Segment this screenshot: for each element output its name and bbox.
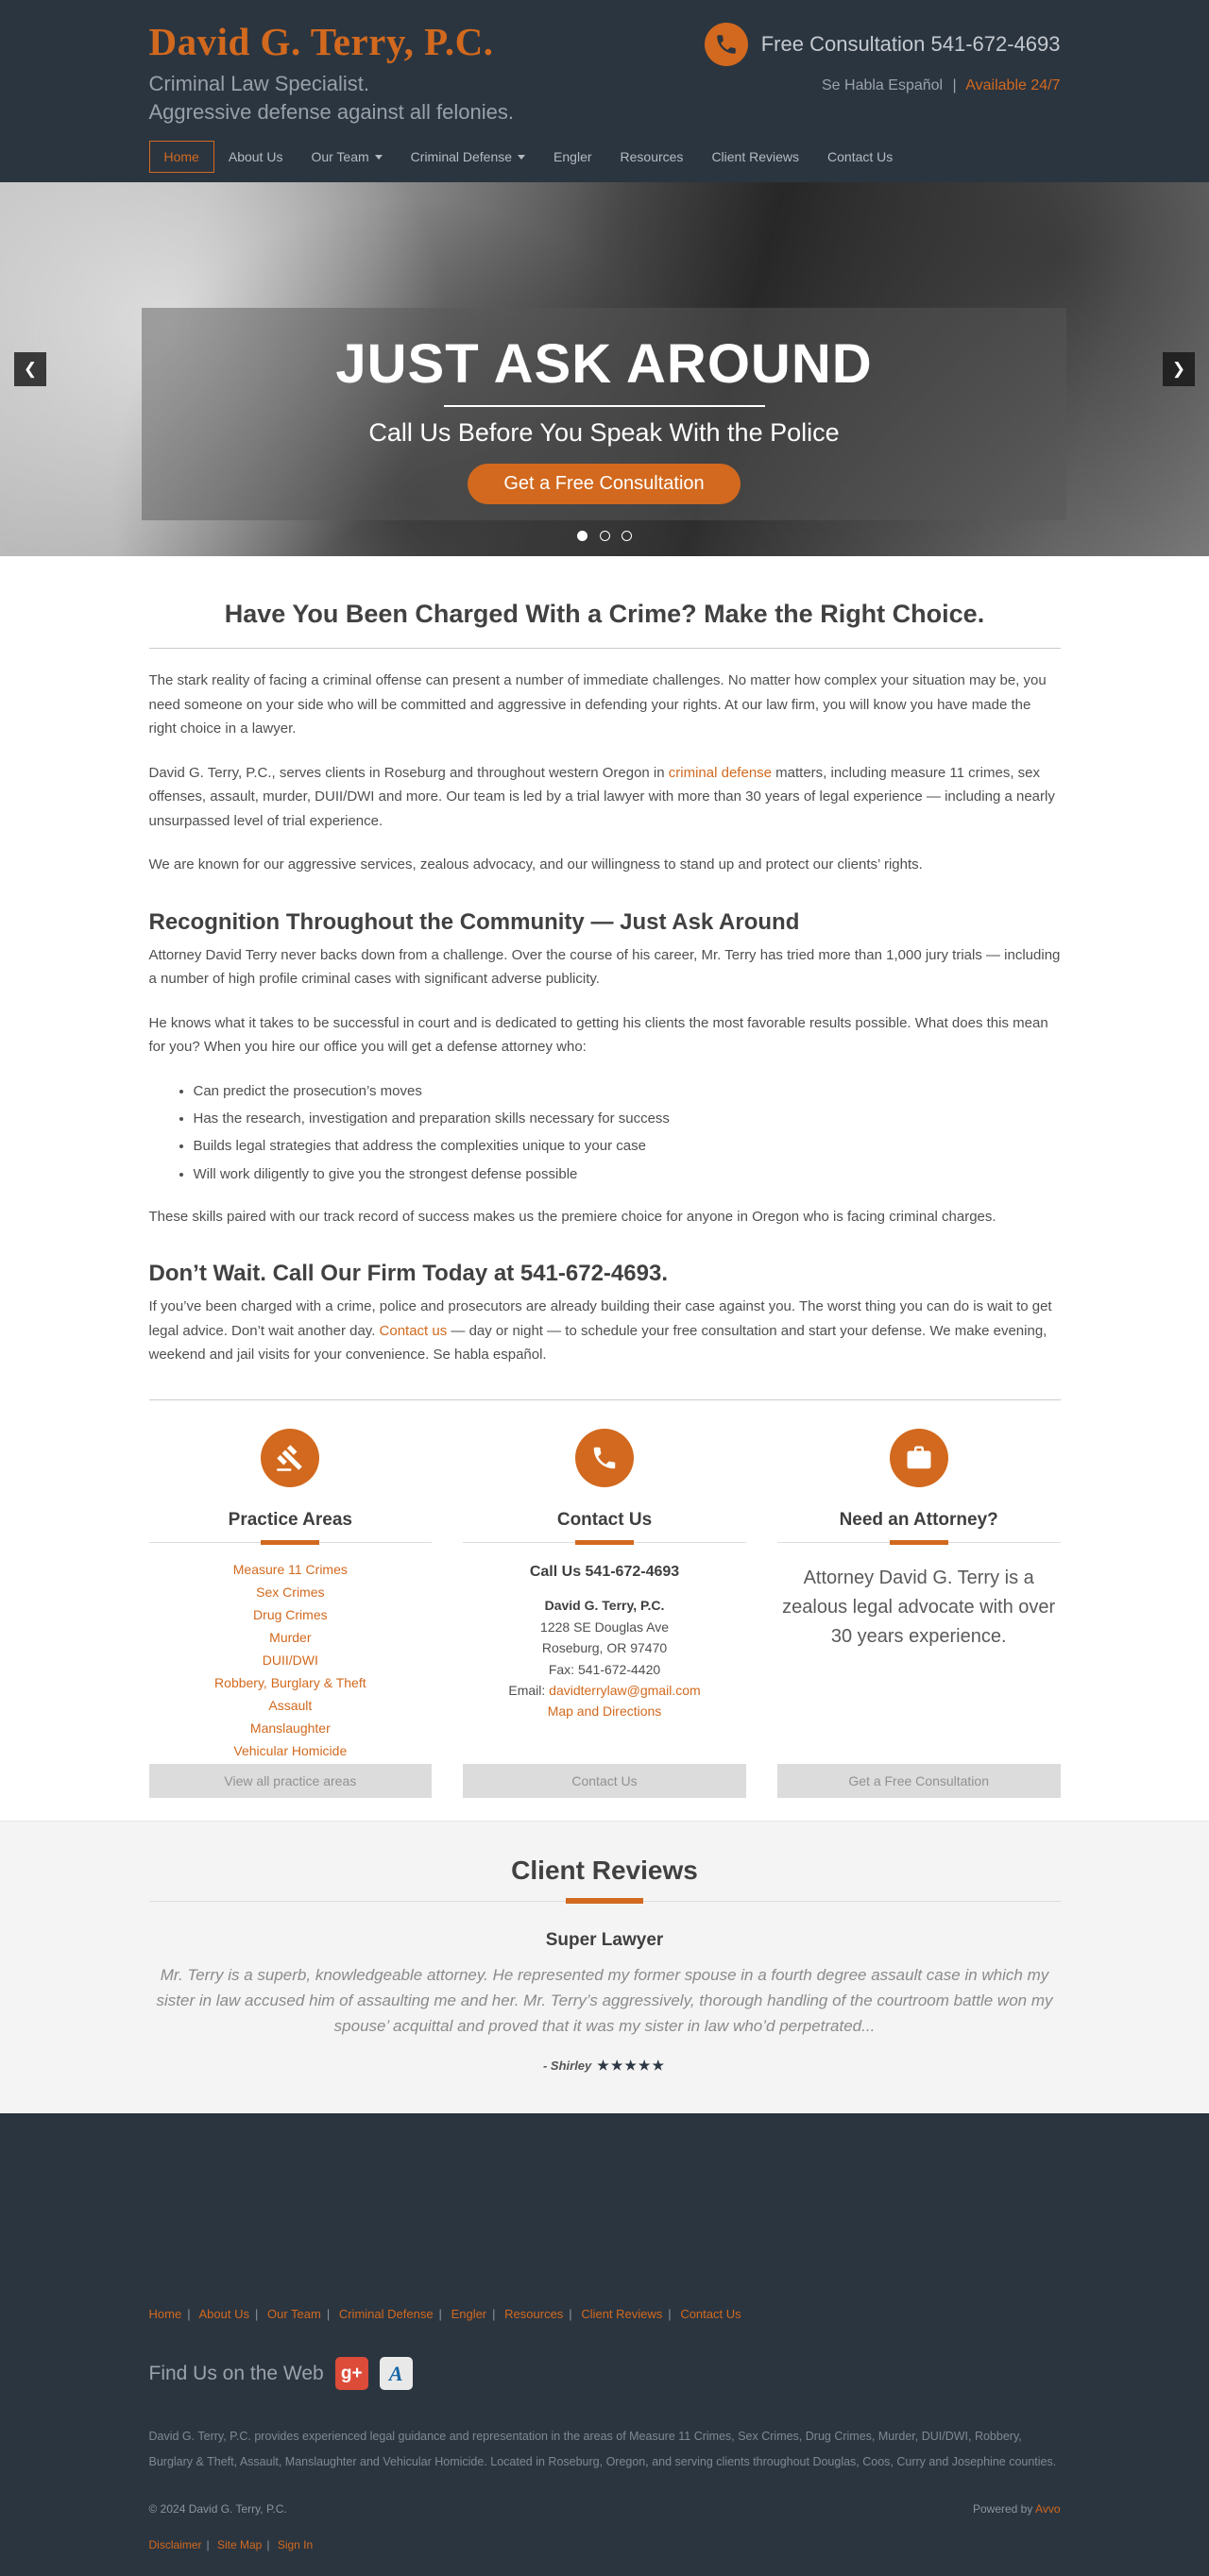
available-24-7: Available 24/7: [965, 77, 1061, 93]
carousel-dot-2[interactable]: [600, 531, 610, 541]
site-logo[interactable]: David G. Terry, P.C.: [148, 20, 494, 63]
hero-subtitle: Call Us Before You Speak With the Police: [368, 418, 840, 448]
nav-engler[interactable]: Engler: [553, 149, 592, 165]
list-item: [149, 1741, 433, 1761]
carousel-dot-1[interactable]: [577, 531, 587, 541]
footer-nav-engler[interactable]: Engler: [451, 2307, 487, 2322]
practice-link-murder[interactable]: Murder: [269, 1629, 312, 1645]
se-habla-espanol: Se Habla Español: [822, 77, 944, 93]
dont-wait-heading: Don’t Wait. Call Our Firm Today at 541-672-4693.: [148, 1261, 668, 1287]
get-free-consultation-button[interactable]: Get a Free Consultation: [777, 1764, 1061, 1798]
sign-in-link[interactable]: Sign In: [277, 2537, 314, 2551]
list-item: [149, 1583, 433, 1602]
contact-us-button[interactable]: Contact Us: [463, 1764, 746, 1798]
bullet-item: • Builds legal strategies that address the complexities unique to your case: [194, 1135, 1061, 1157]
branding: [149, 19, 514, 126]
practice-link-duii-dwi[interactable]: DUII/DWI: [262, 1652, 318, 1668]
need-attorney-column: [777, 1429, 1061, 1798]
five-star-rating: ★★★★★: [597, 2058, 667, 2074]
bullet-item: • Can predict the prosecution’s moves: [194, 1080, 1061, 1102]
tagline-line2: Aggressive defense against all felonies.: [148, 99, 514, 124]
contact-us-title: Contact Us: [463, 1510, 746, 1543]
contact-details: [463, 1560, 746, 1722]
footer-nav-client-reviews[interactable]: Client Reviews: [581, 2307, 663, 2322]
defense-attorney-bullets: [194, 1080, 1061, 1185]
list-item: [149, 1628, 433, 1648]
contact-column: [463, 1429, 746, 1798]
copyright-text: © 2024 David G. Terry, P.C.: [148, 2501, 287, 2516]
list-item: [149, 1605, 433, 1625]
practice-areas-title: Practice Areas: [149, 1510, 433, 1543]
list-item: [149, 1719, 433, 1738]
practice-link-robbery[interactable]: Robbery, Burglary & Theft: [214, 1674, 366, 1690]
find-us-row: [149, 2357, 1061, 2390]
email-row: Email: davidterrylaw@gmail.com: [508, 1683, 701, 1699]
carousel-prev-icon[interactable]: ❮: [14, 352, 46, 386]
map-directions-link[interactable]: Map and Directions: [547, 1703, 662, 1720]
nav-our-team[interactable]: Our Team: [297, 142, 396, 172]
nav-client-reviews[interactable]: Client Reviews: [711, 149, 800, 165]
footer-nav: Home | About Us | Our Team | Criminal Defense | Engler | Resources | Client Reviews | Contact Us: [148, 2307, 741, 2322]
client-reviews-section: [0, 1821, 1209, 2114]
practice-link-drug-crimes[interactable]: Drug Crimes: [253, 1606, 328, 1622]
practice-link-assault[interactable]: Assault: [268, 1697, 313, 1713]
client-reviews-heading: Client Reviews: [149, 1856, 1061, 1902]
bullet-item: • Has the research, investigation and preparation skills necessary for success: [194, 1108, 1061, 1129]
list-item: [149, 1696, 433, 1716]
feature-columns: [149, 1429, 1061, 1821]
separator: |: [952, 77, 957, 93]
chevron-down-icon: [518, 155, 525, 160]
address-line1: 1228 SE Douglas Ave: [540, 1618, 669, 1635]
site-map-link[interactable]: Site Map: [216, 2537, 263, 2551]
view-all-practice-areas-button[interactable]: View all practice areas: [149, 1764, 433, 1798]
site-header: [0, 0, 1209, 182]
carousel-dots: [0, 527, 1209, 544]
nav-resources[interactable]: Resources: [620, 149, 684, 165]
nav-criminal-defense[interactable]: Criminal Defense: [397, 142, 539, 172]
recognition-paragraph-2: He knows what it takes to be successful in court and is dedicated to getting his clients the most favorable results possible. What does this mean for you? When you hire our office you will get a defense attorney who:: [148, 1014, 1048, 1056]
tagline-line1: Criminal Law Specialist.: [148, 72, 370, 95]
address-line2: Roseburg, OR 97470: [541, 1640, 668, 1656]
firm-name: David G. Terry, P.C.: [544, 1598, 665, 1614]
main-content: [149, 556, 1061, 1821]
find-us-label: Find Us on the Web: [148, 2362, 324, 2384]
hero-overlay: [142, 308, 1066, 520]
hero-underline: [444, 405, 765, 407]
footer-legal-links: Disclaimer | Site Map | Sign In: [148, 2537, 314, 2551]
nav-about-us[interactable]: About Us: [228, 149, 283, 165]
main-nav: [149, 141, 1061, 182]
footer-description: David G. Terry, P.C. provides experienced legal guidance and representation in the areas of Measure 11 Crimes, Sex Crimes, Drug Crimes, Murder, DUI/DWI, Robbery, Burglary & Theft, Assault, Manslaughter and Vehicular Homicide. Located in Roseburg, Oregon, and serving clients throughout Douglas, Coos, Curry and Josephine counties.: [148, 2430, 1057, 2468]
powered-by: Powered by Avvo: [972, 2501, 1061, 2516]
divider: [149, 648, 1061, 649]
hero-title: JUST ASK AROUND: [335, 333, 873, 396]
nav-contact-us[interactable]: Contact Us: [827, 149, 894, 165]
email-link[interactable]: davidterrylaw@gmail.com: [549, 1683, 701, 1699]
briefcase-icon: [890, 1429, 948, 1487]
get-free-consultation-button[interactable]: Get a Free Consultation: [468, 464, 740, 504]
practice-areas-list: [149, 1560, 433, 1764]
chevron-down-icon: [375, 155, 383, 160]
attorney-blurb: Attorney David G. Terry is a zealous legal advocate with over 30 years experience.: [782, 1567, 1056, 1647]
practice-link-sex-crimes[interactable]: Sex Crimes: [256, 1584, 325, 1600]
carousel-dot-3[interactable]: [622, 531, 632, 541]
call-us-phone: Call Us 541-672-4693: [529, 1563, 680, 1580]
disclaimer-link[interactable]: Disclaimer: [148, 2537, 202, 2551]
footer-nav-home[interactable]: Home: [148, 2307, 182, 2322]
site-footer: [0, 2113, 1209, 2576]
footer-nav-about-us[interactable]: About Us: [198, 2307, 249, 2322]
nav-home[interactable]: Home: [149, 141, 214, 173]
practice-link-manslaughter[interactable]: Manslaughter: [249, 1720, 331, 1736]
recognition-paragraph-1: Attorney David Terry never backs down from a challenge. Over the course of his career, Mr. Terry has tried more than 1,000 jury trials — including a number of high profile criminal cases with significant adverse publicity.: [148, 946, 1061, 988]
recognition-closing: These skills paired with our track record of success makes us the premiere choice for anyone in Oregon who is facing criminal charges.: [148, 1208, 996, 1225]
practice-link-measure-11[interactable]: Measure 11 Crimes: [232, 1561, 348, 1577]
fax-number: Fax: 541-672-4420: [548, 1661, 661, 1677]
intro-paragraph-3: We are known for our aggressive services, zealous advocacy, and our willingness to stand up and protect our clients’ rights.: [148, 856, 923, 873]
avvo-link[interactable]: Avvo: [1035, 2501, 1061, 2516]
practice-areas-column: [149, 1429, 433, 1798]
review-title: Super Lawyer: [545, 1929, 664, 1950]
gavel-icon: [261, 1429, 319, 1487]
practice-link-vehicular-homicide[interactable]: Vehicular Homicide: [233, 1742, 348, 1758]
intro-paragraph-1: The stark reality of facing a criminal offense can present a number of immediate challenges. No matter how complex your situation may be, you need someone on your side who will be committed and aggressive in defending your rights. At our law firm, you will know you have made the right choice in a lawyer.: [148, 672, 1047, 737]
free-consultation-phone[interactable]: Free Consultation 541-672-4693: [760, 32, 1061, 56]
page-title: Have You Been Charged With a Crime? Make the Right Choice.: [224, 600, 985, 629]
review-author: - Shirley ★★★★★: [542, 2058, 667, 2074]
carousel-next-icon[interactable]: ❯: [1163, 352, 1195, 386]
contact-us-link[interactable]: Contact us: [379, 1322, 448, 1339]
need-attorney-title: Need an Attorney?: [777, 1510, 1061, 1543]
footer-nav-resources[interactable]: Resources: [504, 2307, 564, 2322]
list-item: [149, 1673, 433, 1693]
list-item: [149, 1560, 433, 1580]
list-item: [149, 1651, 433, 1670]
review-quote: Mr. Terry is a superb, knowledgeable attorney. He represented my former spouse in a fourth degree assault case in which my sister in law accused him of assaulting me and her. Mr. Terry’s aggressively, thorough handling of the courtroom battle won my spouse’ acquittal and proved that it was my sister in law who’d perpetrated...: [156, 1965, 1053, 2036]
bullet-item: • Will work diligently to give you the strongest defense possible: [194, 1163, 1061, 1185]
recognition-heading: Recognition Throughout the Community — Just Ask Around: [148, 908, 800, 935]
footer-nav-criminal-defense[interactable]: Criminal Defense: [338, 2307, 434, 2322]
footer-nav-contact-us[interactable]: Contact Us: [680, 2307, 741, 2322]
hero-slider: [0, 182, 1209, 556]
phone-icon: [575, 1429, 634, 1487]
google-plus-icon[interactable]: g+: [335, 2357, 368, 2390]
dont-wait-paragraph: If you’ve been charged with a crime, police and prosecutors are already building their case against you. The worst thing you can do is wait to get legal advice. Don’t wait another day. Contact us — day or night — to schedule your free consultation and start your defense. We make evening, weekend and jail visits for your convenience. Se habla español.: [148, 1298, 1052, 1364]
avvo-icon[interactable]: A: [380, 2357, 413, 2390]
footer-nav-our-team[interactable]: Our Team: [266, 2307, 321, 2322]
phone-icon: [705, 23, 748, 66]
divider: [149, 1399, 1061, 1400]
intro-paragraph-2: David G. Terry, P.C., serves clients in Roseburg and throughout western Oregon in criminal defense matters, including measure 11 crimes, sex offenses, assault, murder, DUII/DWI and more. Our team is led by a trial lawyer with more than 30 years of legal experience — including a nearly unsurpassed level of trial experience.: [148, 764, 1055, 829]
criminal-defense-link[interactable]: criminal defense: [668, 764, 772, 781]
